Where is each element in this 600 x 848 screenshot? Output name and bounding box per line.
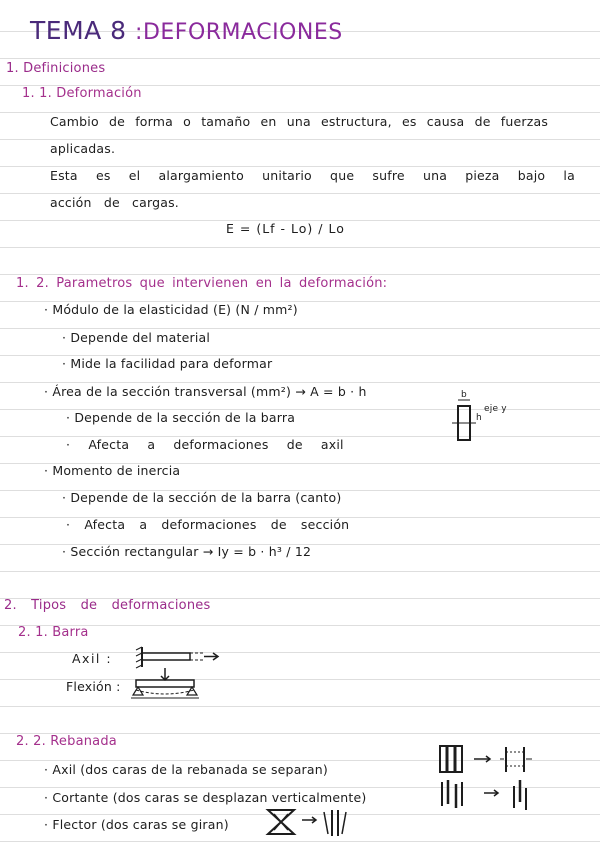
param-item-depende-material: · Depende del material xyxy=(62,330,211,345)
cross-section-axis-label: eje y xyxy=(484,404,507,414)
title-topic: :DEFORMACIONES xyxy=(135,20,343,45)
barra-flexion-sketch xyxy=(130,668,200,704)
title-number: TEMA 8 xyxy=(30,16,127,45)
definition-line-4: acción de cargas. xyxy=(50,195,179,210)
barra-flexion-label: Flexión : xyxy=(66,679,121,694)
param-item-depende-canto: · Depende de la sección de la barra (canto) xyxy=(62,490,342,505)
section-definiciones-heading: 1. Definiciones xyxy=(6,61,106,76)
section-tipos-heading: 2. Tipos de deformaciones xyxy=(4,598,211,613)
rebanada-item-cortante: · Cortante (dos caras se desplazan verticalmente) xyxy=(44,790,367,805)
definition-line-2: aplicadas. xyxy=(50,141,116,156)
rebanada-cortante-sketch xyxy=(436,778,548,810)
param-item-momento-inercia: · Momento de inercia xyxy=(44,463,181,478)
param-item-afecta-seccion: · Afecta a deformaciones de sección xyxy=(66,517,350,532)
barra-axil-sketch xyxy=(132,644,222,670)
rebanada-flector-sketch xyxy=(264,806,360,838)
param-item-depende-seccion: · Depende de la sección de la barra xyxy=(66,410,296,425)
param-item-afecta-axil: · Afecta a deformaciones de axil xyxy=(66,437,344,452)
param-item-modulo: · Módulo de la elasticidad (E) (N / mm²) xyxy=(44,302,298,317)
subsection-parametros-heading: 1. 2. Parametros que intervienen en la deformación: xyxy=(16,276,388,291)
subsection-deformacion-heading: 1. 1. Deformación xyxy=(22,86,142,101)
strain-formula: E = (Lf - Lo) / Lo xyxy=(226,221,345,236)
cross-section-b-label: b xyxy=(461,390,467,400)
definition-line-1: Cambio de forma o tamaño en una estructura, es causa de fuerzas xyxy=(50,114,549,129)
page-title xyxy=(30,16,343,45)
subsection-barra-heading: 2. 1. Barra xyxy=(18,625,89,640)
param-item-seccion-rectangular: · Sección rectangular → Iy = b · h³ / 12 xyxy=(62,544,312,559)
definition-line-3: Esta es el alargamiento unitario que sufre una pieza bajo la xyxy=(50,168,575,183)
rebanada-item-axil: · Axil (dos caras de la rebanada se separan) xyxy=(44,762,328,777)
cross-section-h-label: h xyxy=(476,413,482,423)
rebanada-item-flector: · Flector (dos caras se giran) xyxy=(44,817,229,832)
barra-axil-label: Axil : xyxy=(72,651,113,666)
rebanada-axil-sketch xyxy=(436,744,548,776)
param-item-area: · Área de la sección transversal (mm²) → A = b · h xyxy=(44,384,367,399)
subsection-rebanada-heading: 2. 2. Rebanada xyxy=(16,734,117,749)
param-item-mide-facilidad: · Mide la facilidad para deformar xyxy=(62,356,273,371)
